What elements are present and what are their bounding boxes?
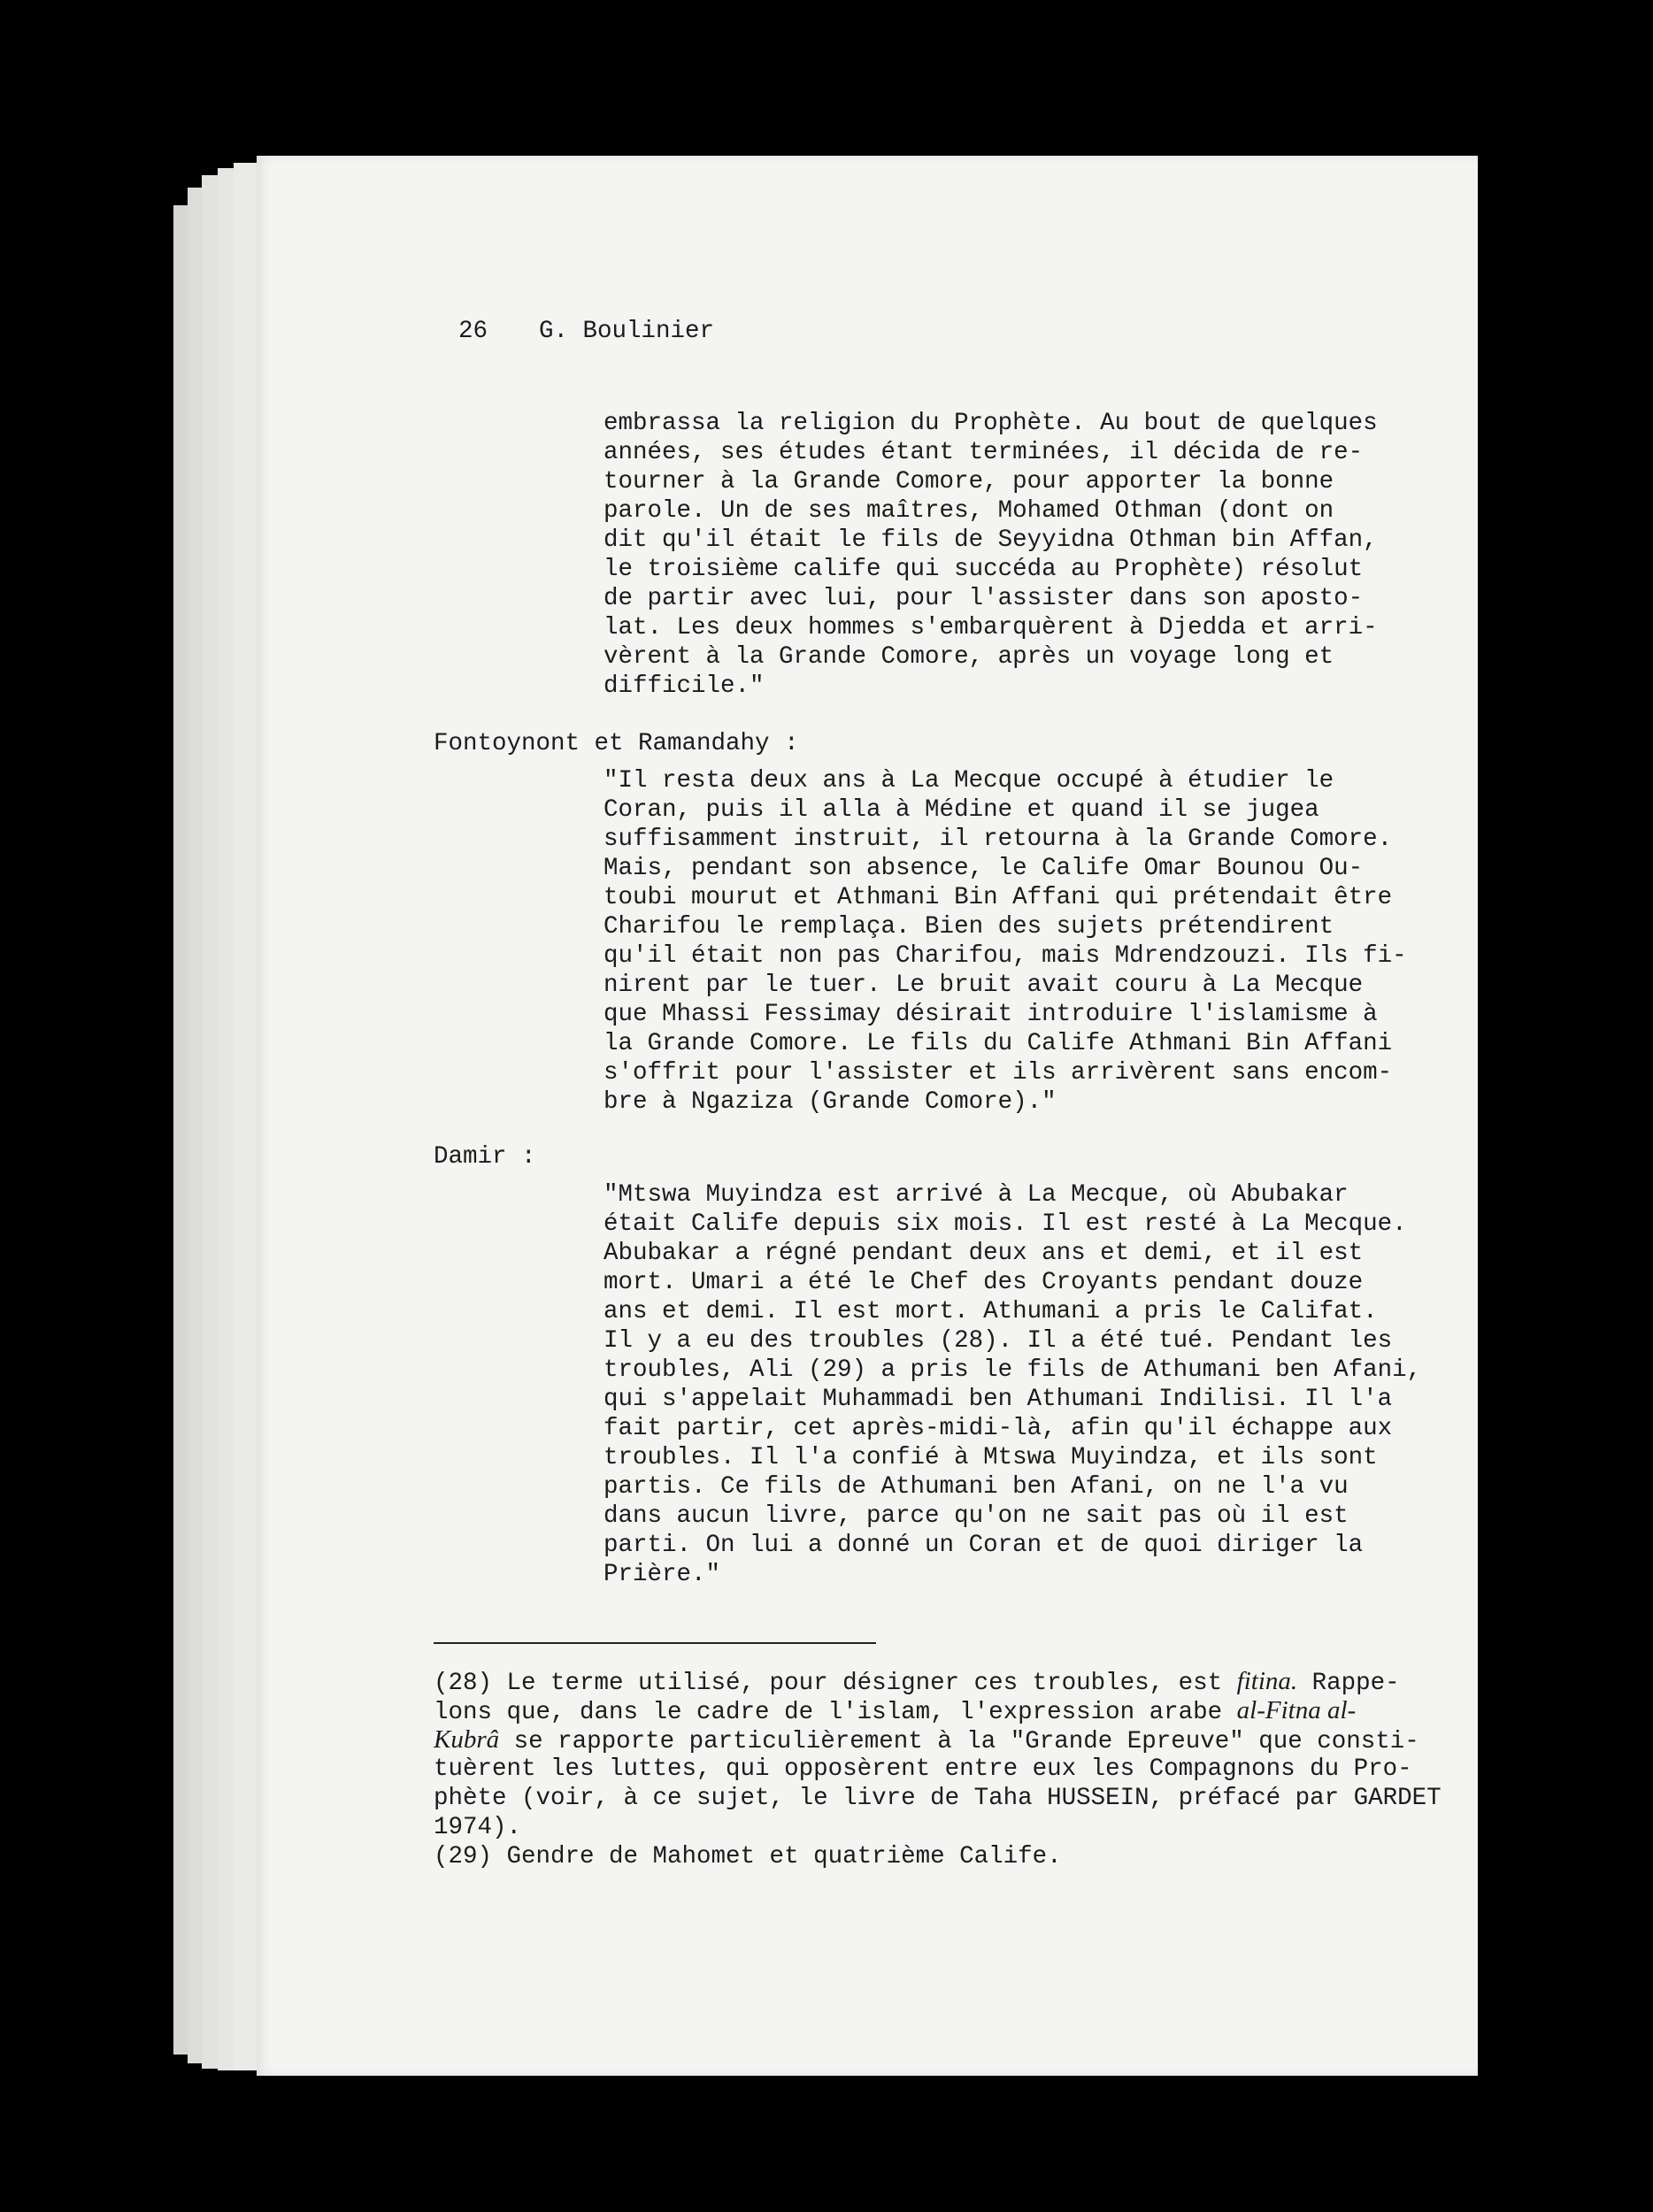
footnote-text: Rappe- (1297, 1670, 1400, 1697)
footnote-italic-term: Kubrâ (434, 1725, 500, 1754)
text-line: dit qu'il était le fils de Seyyidna Othman bin Affan, (604, 526, 1378, 554)
source-label-damir: Damir : (434, 1143, 536, 1171)
footnote-29: (29) Gendre de Mahomet et quatrième Calife. (434, 1843, 1062, 1870)
footnote-28-line (434, 1667, 1400, 1698)
text-line: Prière." (604, 1561, 721, 1588)
text-line: "Il resta deux ans à La Mecque occupé à étudier le (604, 767, 1334, 795)
footnote-28-line (434, 1696, 1356, 1727)
text-line: parole. Un de ses maîtres, Mohamed Othman (dont on (604, 497, 1334, 525)
text-line: années, ses études étant terminées, il décida de re- (604, 439, 1364, 466)
text-line: mort. Umari a été le Chef des Croyants pendant douze (604, 1269, 1364, 1296)
text-line: Abubakar a régné pendant deux ans et demi, et il est (604, 1240, 1364, 1267)
text-line: de partir avec lui, pour l'assister dans son aposto- (604, 585, 1364, 612)
text-line: Coran, puis il alla à Médine et quand il se jugea (604, 796, 1319, 824)
running-header-author: G. Boulinier (539, 318, 715, 345)
footnote-28-line: phète (voir, à ce sujet, le livre de Taha HUSSEIN, préfacé par GARDET (434, 1785, 1442, 1812)
footnote-text: se rapporte particulièrement à la "Grande Epreuve" que consti- (499, 1728, 1419, 1755)
footnote-text: (28) Le terme utilisé, pour désigner ces troubles, est (434, 1670, 1237, 1697)
footnote-text: lons que, dans le cadre de l'islam, l'expression arabe (434, 1699, 1237, 1726)
text-line: était Calife depuis six mois. Il est resté à La Mecque. (604, 1210, 1407, 1238)
text-line: toubi mourut et Athmani Bin Affani qui prétendait être (604, 884, 1393, 911)
text-line: qu'il était non pas Charifou, mais Mdrendzouzi. Ils fi- (604, 942, 1407, 970)
text-line: Il y a eu des troubles (28). Il a été tué. Pendant les (604, 1327, 1393, 1355)
footnote-28-line (434, 1725, 1419, 1756)
text-line: dans aucun livre, parce qu'on ne sait pas où il est (604, 1502, 1349, 1530)
text-line: bre à Ngaziza (Grande Comore)." (604, 1088, 1057, 1116)
text-line: fait partir, cet après-midi-là, afin qu'il échappe aux (604, 1415, 1393, 1442)
source-label-fontoynont: Fontoynont et Ramandahy : (434, 730, 799, 757)
text-line: partis. Ce fils de Athumani ben Afani, on ne l'a vu (604, 1473, 1349, 1501)
text-line: lat. Les deux hommes s'embarquèrent à Djedda et arri- (604, 614, 1378, 641)
text-line: embrassa la religion du Prophète. Au bout de quelques (604, 410, 1378, 437)
footnote-italic-term: fitina. (1236, 1667, 1298, 1695)
text-line: tourner à la Grande Comore, pour apporter la bonne (604, 468, 1334, 495)
text-line: qui s'appelait Muhammadi ben Athumani Indilisi. Il l'a (604, 1386, 1393, 1413)
text-line: difficile." (604, 672, 765, 700)
footnote-divider (434, 1642, 876, 1644)
text-line: Charifou le remplaça. Bien des sujets prétendirent (604, 913, 1334, 941)
page-number: 26 (458, 318, 488, 345)
running-header (458, 317, 714, 346)
text-line: la Grande Comore. Le fils du Calife Athmani Bin Affani (604, 1030, 1393, 1057)
text-line: "Mtswa Muyindza est arrivé à La Mecque, où Abubakar (604, 1181, 1349, 1209)
text-line: suffisamment instruit, il retourna à la Grande Comore. (604, 826, 1393, 853)
text-line: troubles, Ali (29) a pris le fils de Athumani ben Afani, (604, 1356, 1422, 1384)
text-line: le troisième calife qui succéda au Prophète) résolut (604, 556, 1364, 583)
text-line: nirent par le tuer. Le bruit avait couru à La Mecque (604, 972, 1364, 999)
text-line: vèrent à la Grande Comore, après un voyage long et (604, 643, 1334, 671)
text-line: s'offrit pour l'assister et ils arrivèrent sans encom- (604, 1059, 1393, 1087)
footnote-28-line: 1974). (434, 1814, 522, 1841)
page (257, 156, 1478, 2076)
text-line: parti. On lui a donné un Coran et de quoi diriger la (604, 1532, 1364, 1559)
footnote-28-line: tuèrent les luttes, qui opposèrent entre eux les Compagnons du Pro- (434, 1755, 1412, 1783)
text-line: ans et demi. Il est mort. Athumani a pris le Califat. (604, 1298, 1378, 1325)
text-line: Mais, pendant son absence, le Calife Omar Bounou Ou- (604, 855, 1364, 882)
footnote-italic-term: al-Fitna al- (1236, 1696, 1357, 1724)
text-line: troubles. Il l'a confié à Mtswa Muyindza, et ils sont (604, 1444, 1378, 1471)
text-line: que Mhassi Fessimay désirait introduire l'islamisme à (604, 1001, 1378, 1028)
